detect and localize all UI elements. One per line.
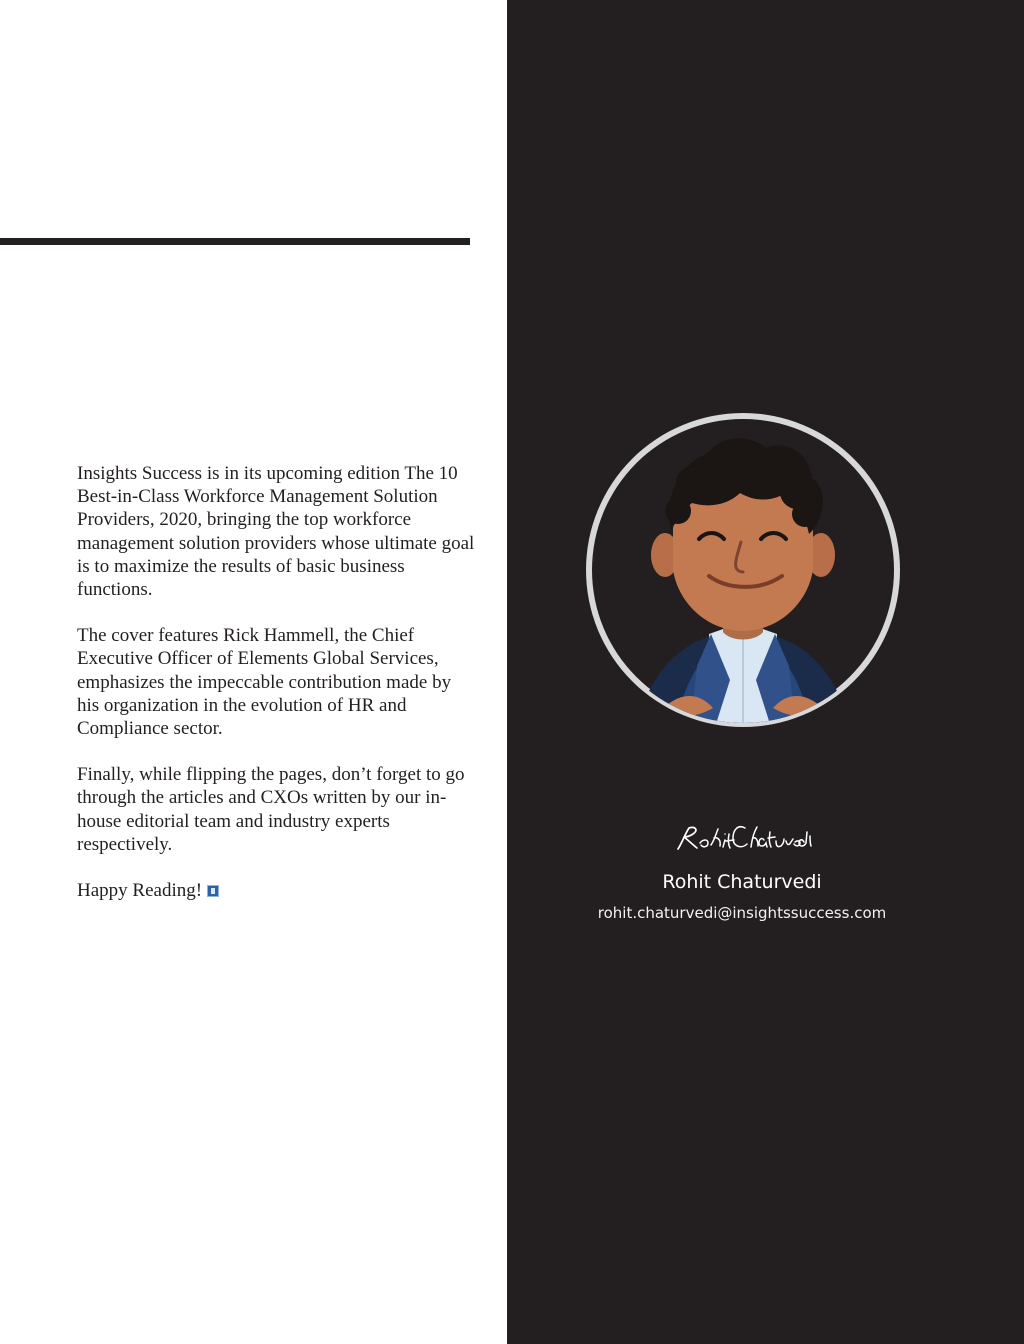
editor-avatar-icon [583,410,903,730]
small-blue-icon [207,885,219,897]
signature-graphic [672,812,812,860]
paragraph-1: Insights Success is in its upcoming edition The 10 Best-in-Class Workforce Management Solution Providers, 2020, bringing the top workforce management solution providers whose ultimate goal is to maximize the results of basic business functions. [77,463,475,601]
left-text-panel [0,0,507,1344]
closing-line [77,879,219,902]
editor-email: rohit.chaturvedi@insightssuccess.com [597,904,887,922]
paragraph-2: The cover features Rick Hammell, the Chief Executive Officer of Elements Global Services, emphasizes the impeccable contribution made by his organization in the evolution of HR and Compliance sector. [77,625,452,740]
paragraph-3: Finally, while flipping the pages, don’t forget to go through the articles and CXOs written by our in-house editorial team and industry experts respectively. [77,764,465,855]
editor-name: Rohit Chaturvedi [662,871,822,893]
article-body [77,462,477,925]
divider-rule [0,238,470,245]
closing-text: Happy Reading! [77,880,203,902]
